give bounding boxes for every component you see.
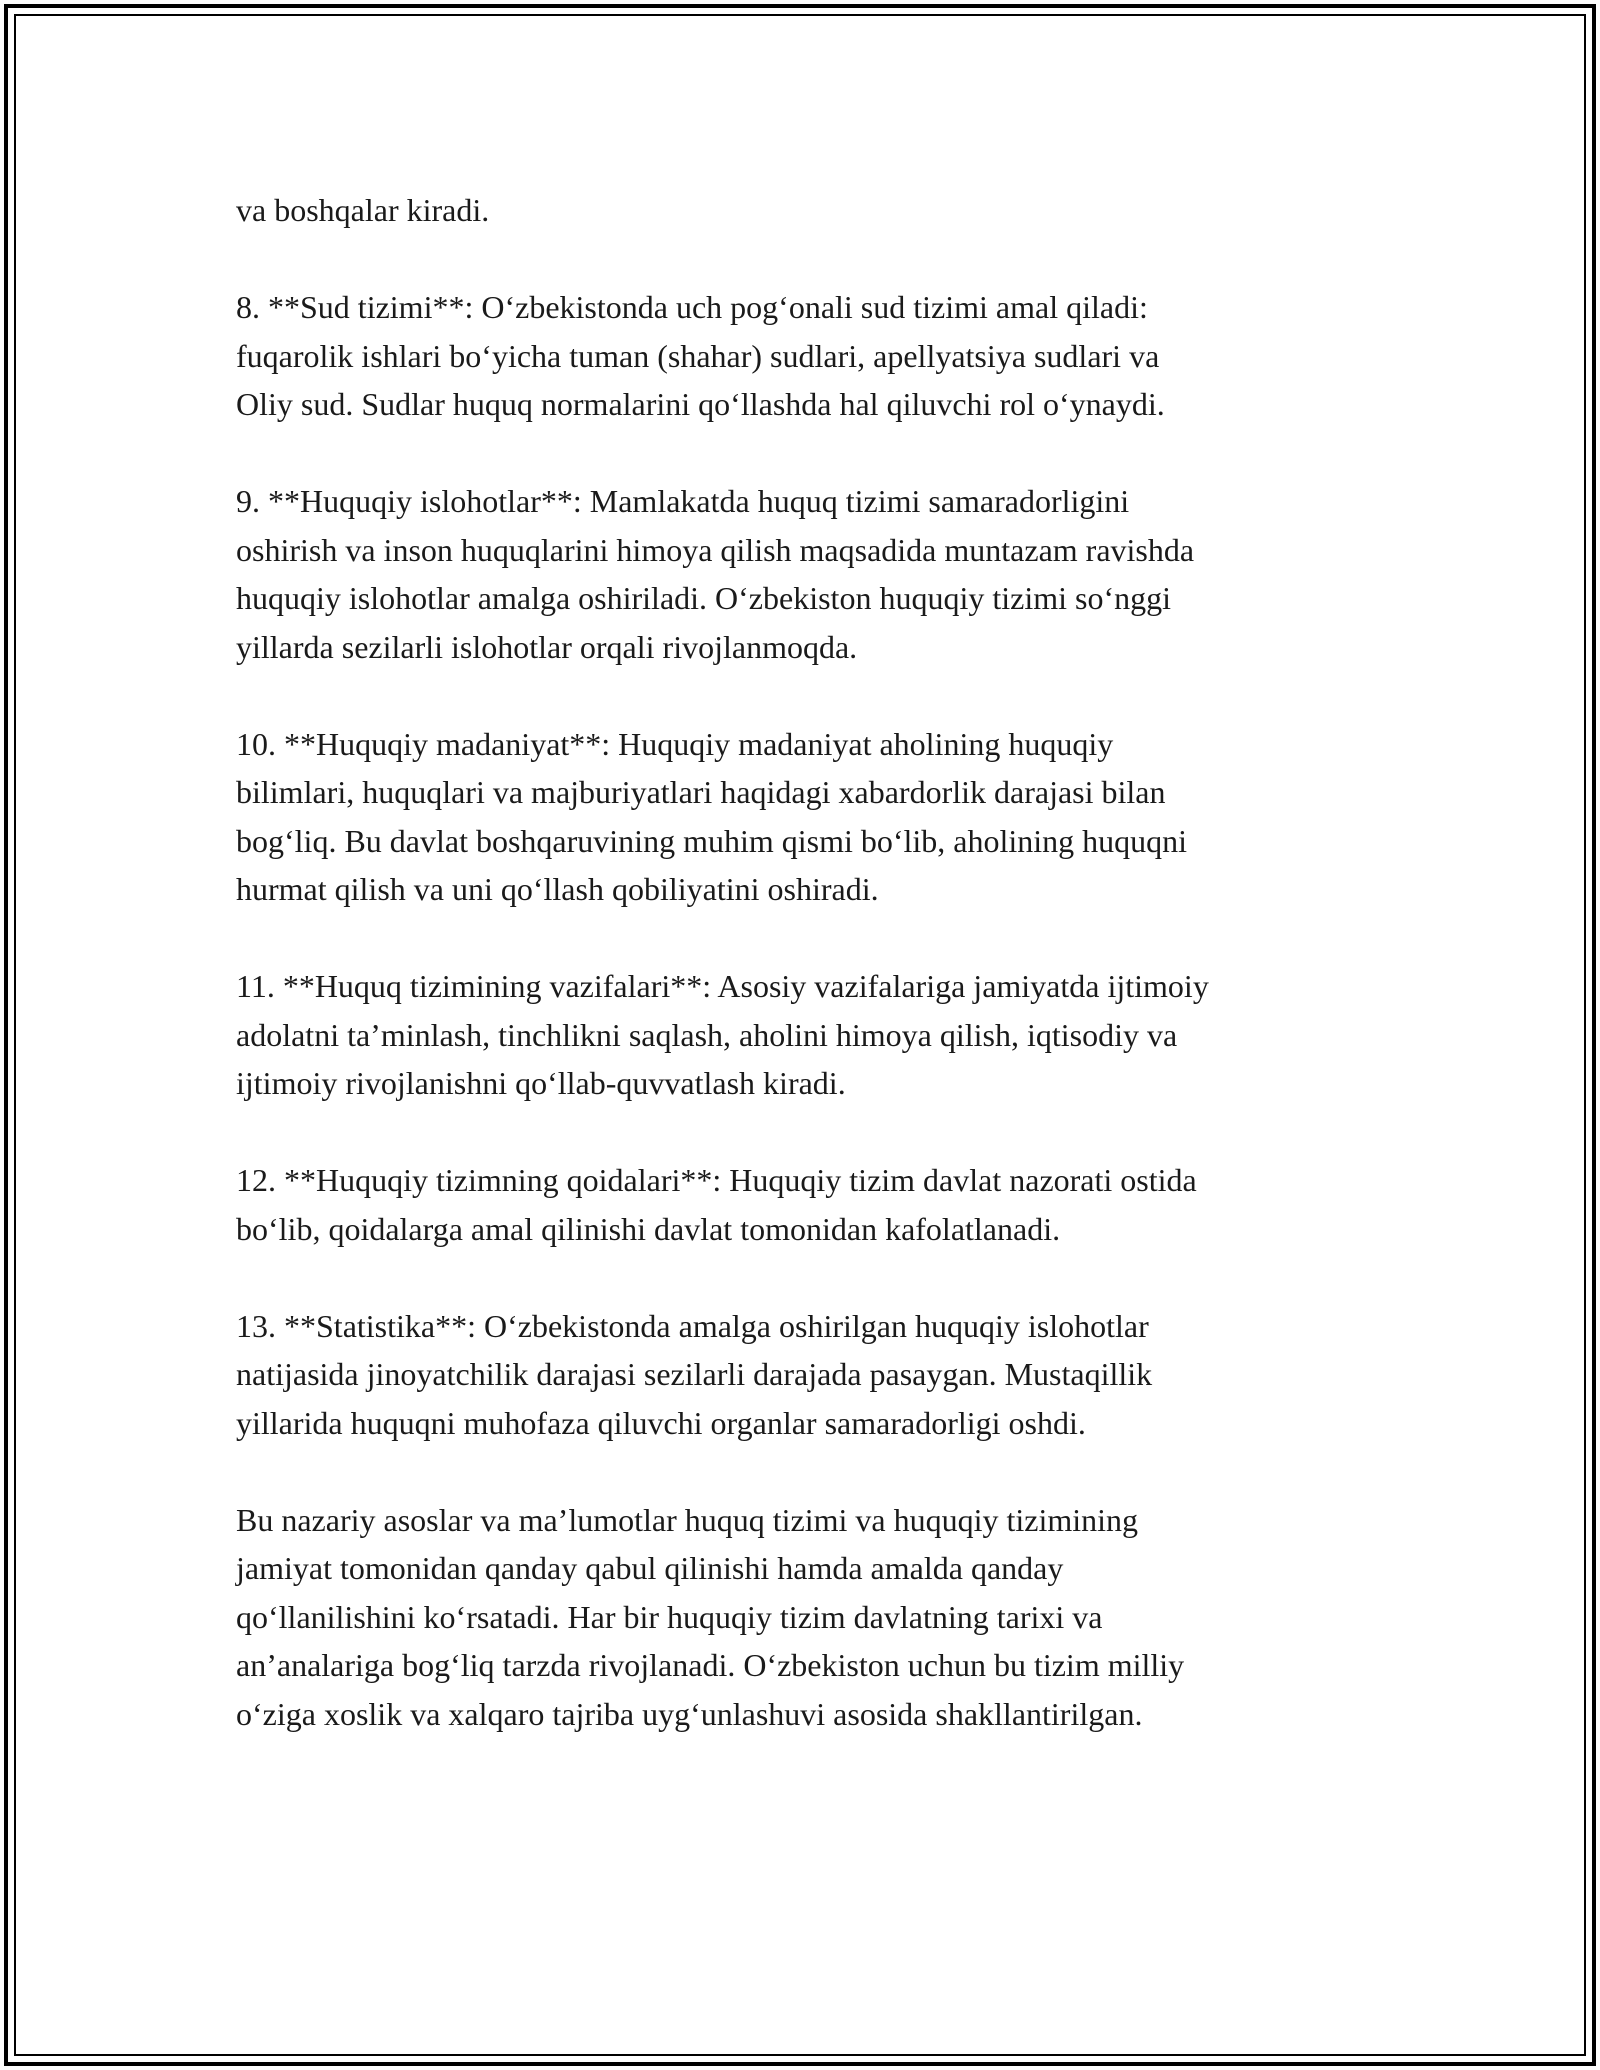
- text-line: Oliy sud. Sudlar huquq normalarini qo‘llashda hal qiluvchi rol o‘ynaydi.: [236, 386, 1165, 422]
- text-line: huquqiy islohotlar amalga oshiriladi. O‘zbekiston huquqiy tizimi so‘nggi: [236, 580, 1171, 616]
- text-line: natijasida jinoyatchilik darajasi sezilarli darajada pasaygan. Mustaqillik: [236, 1356, 1153, 1392]
- text-line: Bu nazariy asoslar va ma’lumotlar huquq tizimi va huquqiy tizimining: [236, 1501, 1139, 1538]
- document-body: [236, 186, 1366, 1787]
- text-line: ijtimoiy rivojlanishni qo‘llab-quvvatlash kiradi.: [236, 1065, 846, 1101]
- text-line: 13. **Statistika**: O‘zbekistonda amalga oshirilgan huquqiy islohotlar: [236, 1307, 1149, 1344]
- text-line: 12. **Huquqiy tizimning qoidalari**: Huquqiy tizim davlat nazorati ostida: [236, 1162, 1197, 1198]
- paragraph-continuation: [236, 186, 1366, 235]
- paragraph-huquqiy-madaniyat: [236, 720, 1366, 914]
- text-line: jamiyat tomonidan qanday qabul qilinishi hamda amalda qanday: [236, 1550, 1064, 1586]
- text-line: bog‘liq. Bu davlat boshqaruvining muhim qismi bo‘lib, aholining huquqni: [236, 822, 1188, 859]
- text-line: o‘ziga xoslik va xalqaro tajriba uyg‘unlashuvi asosida shakllantirilgan.: [236, 1695, 1143, 1732]
- text-line: 10. **Huquqiy madaniyat**: Huquqiy madaniyat aholining huquqiy: [236, 725, 1114, 762]
- text-line: oshirish va inson huquqlarini himoya qilish maqsadida muntazam ravishda: [236, 531, 1195, 568]
- text-line: 11. **Huquq tizimining vazifalari**: Asosiy vazifalariga jamiyatda ijtimoiy: [236, 968, 1209, 1004]
- text-line: an’analariga bog‘liq tarzda rivojlanadi. O‘zbekiston uchun bu tizim milliy: [236, 1647, 1185, 1683]
- text-line: bo‘lib, qoidalarga amal qilinishi davlat tomonidan kafolatlanadi.: [236, 1210, 1061, 1247]
- text-line: qo‘llanilishini ko‘rsatadi. Har bir huquqiy tizim davlatning tarixi va: [236, 1598, 1103, 1635]
- text-line: yillarda sezilarli islohotlar orqali rivojlanmoqda.: [236, 628, 858, 665]
- text-line: 8. **Sud tizimi**: O‘zbekistonda uch pog‘onali sud tizimi amal qiladi:: [236, 289, 1148, 325]
- paragraph-huquq-tizimining-vazifalari: [236, 962, 1366, 1108]
- paragraph-huquqiy-tizimning-qoidalari: [236, 1156, 1366, 1253]
- paragraph-conclusion: [236, 1496, 1366, 1739]
- paragraph-statistika: [236, 1302, 1366, 1448]
- paragraph-sud-tizimi: [236, 283, 1366, 429]
- text-line: adolatni ta’minlash, tinchlikni saqlash, aholini himoya qilish, iqtisodiy va: [236, 1016, 1178, 1053]
- text-line: bilimlari, huquqlari va majburiyatlari haqidagi xabardorlik darajasi bilan: [236, 774, 1166, 810]
- text-line: hurmat qilish va uni qo‘llash qobiliyatini oshiradi.: [236, 871, 879, 907]
- text-line: 9. **Huquqiy islohotlar**: Mamlakatda huquq tizimi samaradorligini: [236, 483, 1130, 519]
- text-line: fuqarolik ishlari bo‘yicha tuman (shahar) sudlari, apellyatsiya sudlari va: [236, 337, 1160, 374]
- paragraph-huquqiy-islohotlar: [236, 477, 1366, 671]
- text-line: yillarida huquqni muhofaza qiluvchi organlar samaradorligi oshdi.: [236, 1404, 1086, 1441]
- text-line: va boshqalar kiradi.: [236, 192, 490, 228]
